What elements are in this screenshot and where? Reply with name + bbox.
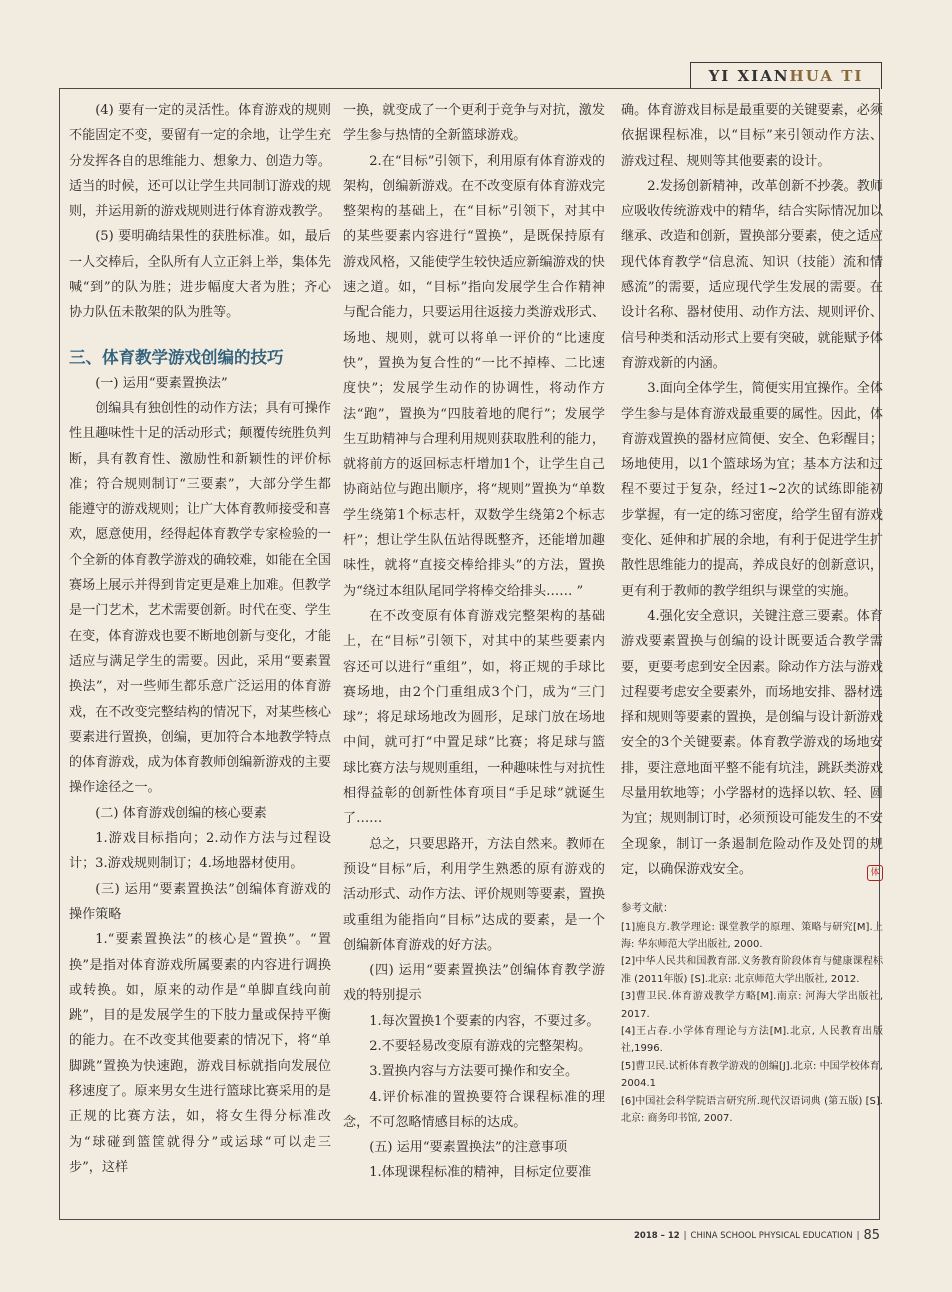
reference-item: [1]施良方.教学理论: 课堂教学的原理、策略与研究[M].上海: 华东师范大学出版社, 2000. bbox=[621, 921, 883, 951]
reference-item: [5]曹卫民.试析体育教学游戏的创编[J].北京: 中国学校体育, 2004.1 bbox=[621, 1060, 883, 1090]
paragraph: (5) 要明确结果性的获胜标准。如，最后一人交棒后，全队所有人立正斜上举，集体先喊“到”的队为胜；进步幅度大者为胜；齐心协力队伍未散架的队为胜等。 bbox=[69, 229, 331, 321]
subheading: (三) 运用“要素置换法”创编体育游戏的操作策略 bbox=[69, 881, 331, 922]
reference-item: [2]中华人民共和国教育部.义务教育阶段体育与健康课程标准 (2011年版) [S].北京: 北京师范大学出版社, 2012. bbox=[621, 956, 883, 985]
subheading: (五) 运用“要素置换法”的注意事项 bbox=[369, 1140, 568, 1156]
page-number: 85 bbox=[863, 1228, 880, 1243]
footer-sep: | bbox=[683, 1230, 687, 1241]
list-item: 4.评价标准的置换要符合课程标准的理念，不可忽略情感目标的达成。 bbox=[343, 1089, 605, 1130]
section-heading: 三、体育教学游戏创编的技巧 bbox=[69, 347, 284, 367]
paragraph: 2.在“目标”引领下，利用原有体育游戏的架构，创编新游戏。在不改变原有体育游戏完整架构的基础上，在“目标”引领下，对其中的某些要素内容进行“置换”，是既保持原有游戏风格，又能使学生较快适应新编游戏的快速之道。如，“目标”指向发展学生合作精神与配合能力，只要运用往返接力类游戏形式、场地、规则，就可以将单一评价的“比速度快”，置换为复合性的“一比不掉棒、二比速度快”；发展学生动作的协调性，将动作方法“跑”，置换为“四肢着地的爬行”；发展学生互助精神与合理利用规则获取胜利的能力，就将前方的返回标志杆增加1个，让学生自己协商站位与跑出顺序，将“规则”置换为“单数学生绕第1个标志杆，双数学生绕第2个标志杆”；想让学生队伍站得既整齐，还能增加趣味性，就将“直接交棒给排头”的方法，置换为“绕过本组队尾同学将棒交给排头…… ” bbox=[343, 153, 605, 599]
reference-item: [6]中国社会科学院语言研究所.现代汉语词典 (第五版) [S].北京: 商务印书馆, 2007. bbox=[621, 1095, 883, 1125]
paragraph: 1.“要素置换法”的核心是“置换”。“置换”是指对体育游戏所属要素的内容进行调换或转换。如，原来的动作是“单脚直线向前跳”，目的是发展学生的下肢力量或保持平衡的能力。在不改变其他要素的情况下，将“单脚跳”置换为快速跑，游戏目标就指向发展位移速度了。原来男女生进行篮球比赛采用的是正规的比赛方法，如，将女生得分标准改为“球碰到篮筐就得分”或运球“可以走三步”，这样 bbox=[69, 932, 331, 1175]
list-item: 1.每次置换1个要素的内容，不要过多。 bbox=[369, 1013, 600, 1029]
paragraph: 2.发扬创新精神，改革创新不抄袭。教师应吸收传统游戏中的精华，结合实际情况加以继承、改造和创新，置换部分要素，使之适应现代体育教学“信息流、知识（技能）流和情感流”的需要，适应现代学生发展的需要。在设计名称、器材使用、动作方法、规则评价、信号种类和活动形式上要有突破，就能赋予体育游戏新的内涵。 bbox=[621, 178, 883, 371]
subheading: (四) 运用“要素置换法”创编体育教学游戏的特别提示 bbox=[343, 963, 605, 1004]
header-part2: HUA TI bbox=[789, 67, 864, 85]
list-item: 3.置换内容与方法要可操作和安全。 bbox=[369, 1064, 579, 1080]
paragraph: 确。体育游戏目标是最重要的关键要素，必须依据课程标准，以“目标”来引领动作方法、游戏过程、规则等其他要素的设计。 bbox=[621, 103, 883, 169]
subheading: (一) 运用“要素置换法” bbox=[95, 375, 228, 391]
paragraph: 4.强化安全意识，关键注意三要素。体育游戏要素置换与创编的设计既要适合教学需要，更要考虑到安全因素。除动作方法与游戏过程要考虑安全要素外，而场地安排、器材选择和规则等要素的置换，是创编与设计新游戏安全的3个关键要素。体育教学游戏的场地安排，要注意地面平整不能有坑洼，跳跃类游戏尽量用软地等；小学器材的选择以软、轻、圆为宜；规则制订时，必须预设可能发生的不安全现象，制订一条遏制危险动作及处罚的规定，以确保游戏安全。 bbox=[621, 608, 883, 877]
paragraph: 在不改变原有体育游戏完整架构的基础上，在“目标”引领下，对其中的某些要素内容还可以进行“重组”，如，将正规的手球比赛场地，由2个门重组成3个门，成为“三门球”；将足球场地改为圆形，足球门放在场地中间，就可打“中置足球”比赛；将足球与篮球比赛方法与规则重组，一种趣味性与对抗性相得益彰的创新性体育项目“手足球”就诞生了…… bbox=[343, 608, 605, 827]
column-2 bbox=[343, 98, 605, 1186]
references-title: 参考文献： bbox=[621, 902, 674, 915]
paragraph: 1.游戏目标指向；2.动作方法与过程设计；3.游戏规则制订；4.场地器材使用。 bbox=[69, 831, 331, 872]
footer-date: 2018 – 12 bbox=[634, 1230, 680, 1241]
paragraph: 3.面向全体学生，简便实用宜操作。全体学生参与是体育游戏最重要的属性。因此，体育游戏置换的器材应简便、安全、色彩醒目；场地使用，以1个篮球场为宜；基本方法和过程不要过于复杂，经过1~2次的试练即能初步掌握，有一定的练习密度，给学生留有游戏变化、延伸和扩展的余地，有利于促进学生扩散性思维能力的提高，养成良好的创新意识，更有利于教师的教学组织与课堂的实施。 bbox=[621, 381, 883, 599]
column-3 bbox=[621, 98, 883, 1127]
paragraph: (4) 要有一定的灵活性。体育游戏的规则不能固定不变，要留有一定的余地，让学生充分发挥各自的思维能力、想象力、创造力等。适当的时候，还可以让学生共同制订游戏的规则，并运用新的游戏规则进行体育游戏教学。 bbox=[69, 103, 331, 220]
reference-item: [4]王占春.小学体育理论与方法[M].北京, 人民教育出版社,1996. bbox=[621, 1026, 883, 1055]
subheading: (二) 体育游戏创编的核心要素 bbox=[95, 805, 267, 821]
references bbox=[621, 900, 883, 1127]
paragraph: 创编具有独创性的动作方法；具有可操作性且趣味性十足的活动形式；颠覆传统胜负判断，具有教育性、激励性和新颖性的评价标准；符合规则制订“三要素”，大部分学生都能遵守的游戏规则；让广大体育教师接受和喜欢，愿意使用，经得起体育教学专家检验的一个全新的体育教学游戏的确较难，如能在全国赛场上展示并得到肯定更是难上加难。但教学是一门艺术，艺术需要创新。时代在变、学生在变，体育游戏也要不断地创新与变化，才能适应与满足学生的需要。因此，采用“要素置换法”，对一些师生都乐意广泛运用的体育游戏，在不改变完整结构的情况下，对某些核心要素进行置换，创编，更加符合本地教学特点的体育游戏，成为体育教师创编新游戏的主要操作途径之一。 bbox=[69, 400, 331, 796]
reference-item: [3]曹卫民.体育游戏教学方略[M].南京: 河海大学出版社, 2017. bbox=[621, 991, 883, 1020]
paragraph: 一换，就变成了一个更利于竞争与对抗，激发学生参与热情的全新篮球游戏。 bbox=[343, 103, 605, 144]
footer-sep: | bbox=[856, 1230, 860, 1241]
footer-journal: CHINA SCHOOL PHYSICAL EDUCATION bbox=[690, 1230, 853, 1241]
page-footer bbox=[634, 1228, 880, 1243]
end-mark-icon: 体 bbox=[867, 865, 883, 881]
running-header bbox=[690, 62, 882, 89]
list-item: 2.不要轻易改变原有游戏的完整架构。 bbox=[369, 1038, 592, 1054]
paragraph: 总之，只要思路开，方法自然来。教师在预设“目标”后，利用学生熟悉的原有游戏的活动形式、动作方法、评价规则等要素，置换或重组为能指向“目标”达成的要素，是一个创编新体育游戏的好方法。 bbox=[343, 836, 605, 953]
header-part1: YI XIAN bbox=[708, 67, 790, 85]
paragraph: 1.体现课程标准的精神，目标定位要准 bbox=[369, 1165, 592, 1181]
column-1 bbox=[69, 98, 331, 1180]
